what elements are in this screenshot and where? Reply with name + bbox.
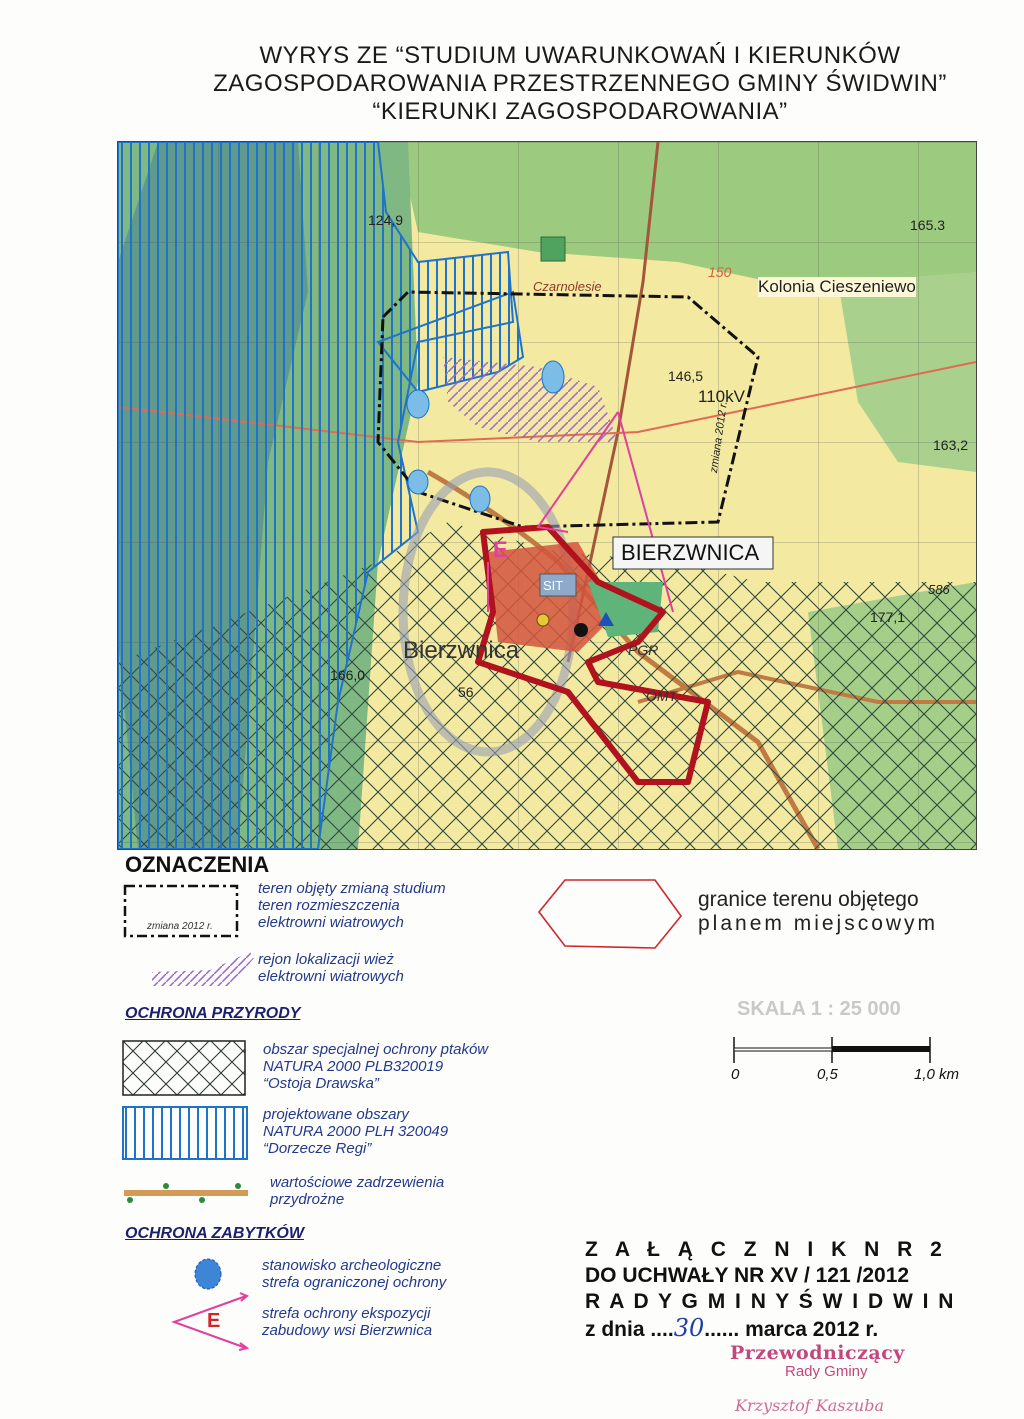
village-small-label: Bierzwnica [403,637,520,664]
legend-line: “Dorzecze Regi” [263,1140,372,1157]
forestry-square [541,237,565,261]
legend-line: zabudowy wsi Bierzwnica [262,1322,433,1339]
scale-tick: 0,5 [817,1066,838,1083]
legend-line: NATURA 2000 PLH 320049 [263,1123,449,1140]
legend-line: strefa ochrony ekspozycji [262,1305,431,1322]
natura-plh-text [263,1106,448,1157]
natura-plb-text [263,1041,488,1092]
height-label: 146,5 [668,368,704,384]
height-label: 150 [708,264,732,280]
annex-date-prefix: z dnia .... [585,1318,674,1341]
village-label: BIERZWNICA [621,540,760,565]
scale-tick: 1,0 km [914,1066,960,1083]
document-title [180,42,980,126]
monument-symbol [537,614,549,626]
natura-plb-symbol [122,1040,248,1098]
exposure-e-map: E [493,537,508,562]
church-symbol [574,623,588,637]
trees-legend-text [270,1174,444,1208]
expo-legend-text [262,1305,432,1339]
scale-title: SKALA 1 : 25 000 [737,998,901,1020]
legend-line: elektrowni wiatrowych [258,914,404,931]
legend-line: wartościowe zadrzewienia [270,1174,445,1191]
kolonia-label: Kolonia Cieszeniewo [758,277,916,296]
legend-line: stanowisko archeologiczne [262,1257,442,1274]
arch-site [408,470,428,494]
annex-date-line [585,1315,955,1343]
roadside-trees-symbol [122,1178,252,1208]
nature-heading: OCHRONA PRZYRODY [125,1005,301,1022]
annex-line-1: Z A Ł Ą C Z N I K N R 2 [585,1238,948,1261]
czarnolesie-label: Czarnolesie [533,279,602,294]
legend-line: strefa ograniczonej ochrony [262,1274,447,1291]
legend-line: teren rozmieszczenia [258,897,400,914]
height-label: 124,9 [368,212,404,228]
height-label: 166,0 [330,667,366,683]
wind-legend-text [258,951,404,985]
annex-line-2: DO UCHWAŁY NR XV / 121 /2012 [585,1264,910,1287]
height-label: 177,1 [870,609,906,625]
legend-line: granice terenu objętego [698,888,919,911]
arch-site [542,361,564,393]
pgr-label: PGR [628,642,659,658]
annex-block [585,1237,955,1343]
power-line-label: 110kV [698,387,745,406]
legend-line: obszar specjalnej ochrony ptaków [263,1041,489,1058]
natura-plh-symbol [122,1106,250,1162]
legend-line: NATURA 2000 PLB320019 [263,1058,444,1075]
height-label: 56 [458,684,474,700]
legend-line: elektrowni wiatrowych [258,968,404,985]
annex-date-suffix: ...... marca 2012 r. [704,1318,879,1341]
studium-legend-text [258,880,446,931]
arch-legend-text [262,1257,446,1291]
arch-site-symbol [190,1256,230,1292]
omt-label: OMT [646,688,678,704]
plan-boundary-symbol [535,876,685,952]
legend-line: planem miejscowym [698,912,939,935]
height-label: 586 [928,582,950,597]
arch-site [470,486,490,512]
sit-label: SIT [543,578,564,593]
height-label: 165.3 [910,217,946,233]
legend-line: teren objęty zmianą studium [258,880,446,897]
map-canvas [118,142,976,849]
studium-box-label: zmiana 2012 r. [147,921,213,932]
legend-line: “Ostoja Drawska” [263,1075,379,1092]
scale-bar [730,1035,940,1065]
stamp-signature: Krzysztof Kaszuba [735,1396,884,1415]
stamp-subtitle: Rady Gminy [785,1363,868,1380]
legend-line: projektowane obszary [263,1106,409,1123]
arch-site [407,390,429,418]
title-line-1: WYRYS ZE “STUDIUM UWARUNKOWAŃ I KIERUNKÓW [259,42,901,69]
height-label: 163,2 [933,437,969,453]
legend-line: rejon lokalizacji wież [258,951,394,968]
plan-legend-text [698,888,938,936]
heritage-heading: OCHRONA ZABYTKÓW [125,1225,304,1242]
legend-heading: OZNACZENIA [125,852,270,877]
title-line-2: ZAGOSPODAROWANIA PRZESTRZENNEGO GMINY ŚWIDWIN” [213,70,947,97]
scale-tick: 0 [731,1066,740,1083]
exposure-letter: E [207,1310,221,1332]
map-excerpt [117,141,977,850]
annex-line-3: R A D Y G M I N Y Ś W I D W I N [585,1290,956,1313]
title-line-3: “KIERUNKI ZAGOSPODAROWANIA” [372,98,788,125]
zmiana-map-label: zmiana 2012 r. [708,400,730,474]
stamp-title: Przewodniczący [730,1342,905,1364]
annex-day: 30 [673,1314,705,1342]
wind-zone-symbol [150,950,260,990]
legend-line: przydrożne [270,1191,345,1208]
